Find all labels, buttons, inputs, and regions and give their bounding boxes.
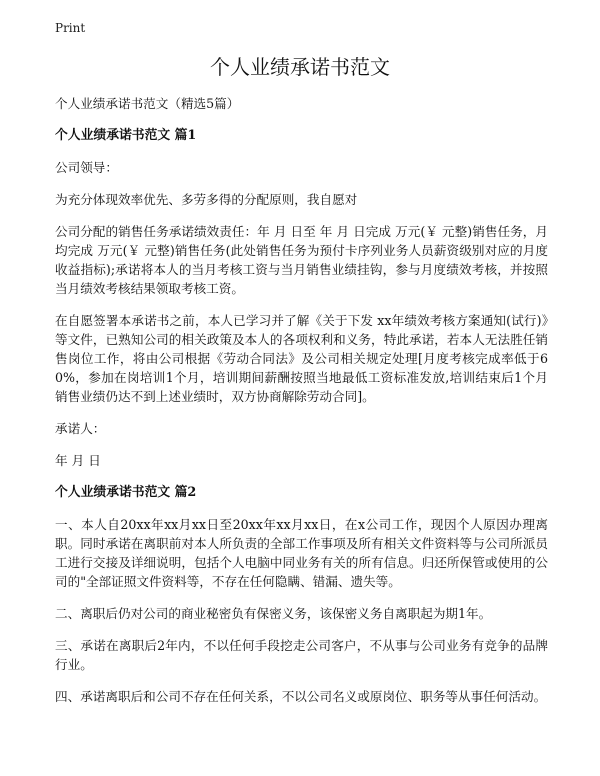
paragraph: 三、承诺在离职后2年内，不以任何手段挖走公司客户，不从事与公司业务有竞争的品牌行业。: [55, 638, 548, 672]
paragraph: 为充分体现效率优先、多劳多得的分配原则，我自愿对: [55, 192, 358, 207]
document-title: 个人业绩承诺书范文: [210, 55, 390, 79]
document-subtitle: 个人业绩承诺书范文（精选5篇）: [55, 96, 240, 111]
section-heading-1: 个人业绩承诺书范文 篇1: [55, 128, 197, 143]
paragraph: 二、离职后仍对公司的商业秘密负有保密义务，该保密义务自离职起为期1年。: [55, 606, 492, 621]
paragraph: 四、承诺离职后和公司不存在任何关系，不以公司名义或原岗位、职务等从事任何活动。: [55, 689, 547, 704]
print-label[interactable]: Print: [55, 21, 86, 35]
paragraph: 公司分配的销售任务承诺绩效责任：年 月 日至 年 月 日完成 万元(￥ 元整)销售任务，月均完成 万元(￥ 元整)销售任务(此处销售任务为预付卡序列业务人员薪资级别对应的月度收益指标);承诺将本人的当月考核工资与当月销售业绩挂钩，参与月度绩效考核，并按照当月绩效考核结果领取考核工资。: [55, 224, 548, 296]
paragraph: 一、本人自20xx年xx月xx日至20xx年xx月xx日，在x公司工作，现因个人原因办理离职。同时承诺在离职前对本人所负责的全部工作事项及所有相关文件资料等与公司所派员工进行交接及详细说明，包括个人电脑中同业务有关的所有信息。归还所保管或使用的公司的"全部证照文件资料等，不存在任何隐瞒、错漏、遗失等。: [55, 517, 548, 589]
salutation: 公司领导：: [55, 160, 118, 175]
document-body: [55, 94, 548, 719]
signatory-label: 承诺人：: [55, 421, 106, 436]
paragraph: 在自愿签署本承诺书之前，本人已学习并了解《关于下发 xx年绩效考核方案通知(试行)》等文件，已熟知公司的相关政策及本人的各项权利和义务，特此承诺，若本人无法胜任销售岗位工作，将由公司根据《劳动合同法》及公司相关规定处理[月度考核完成率低于60%，参加在岗培训1个月，培训期间薪酬按照当地最低工资标准发放,培训结束后1个月销售业绩仍达不到上述业绩时，双方协商解除劳动合同]。: [55, 313, 548, 404]
section-heading-2: 个人业绩承诺书范文 篇2: [55, 485, 197, 500]
date-line: 年 月 日: [55, 453, 101, 468]
